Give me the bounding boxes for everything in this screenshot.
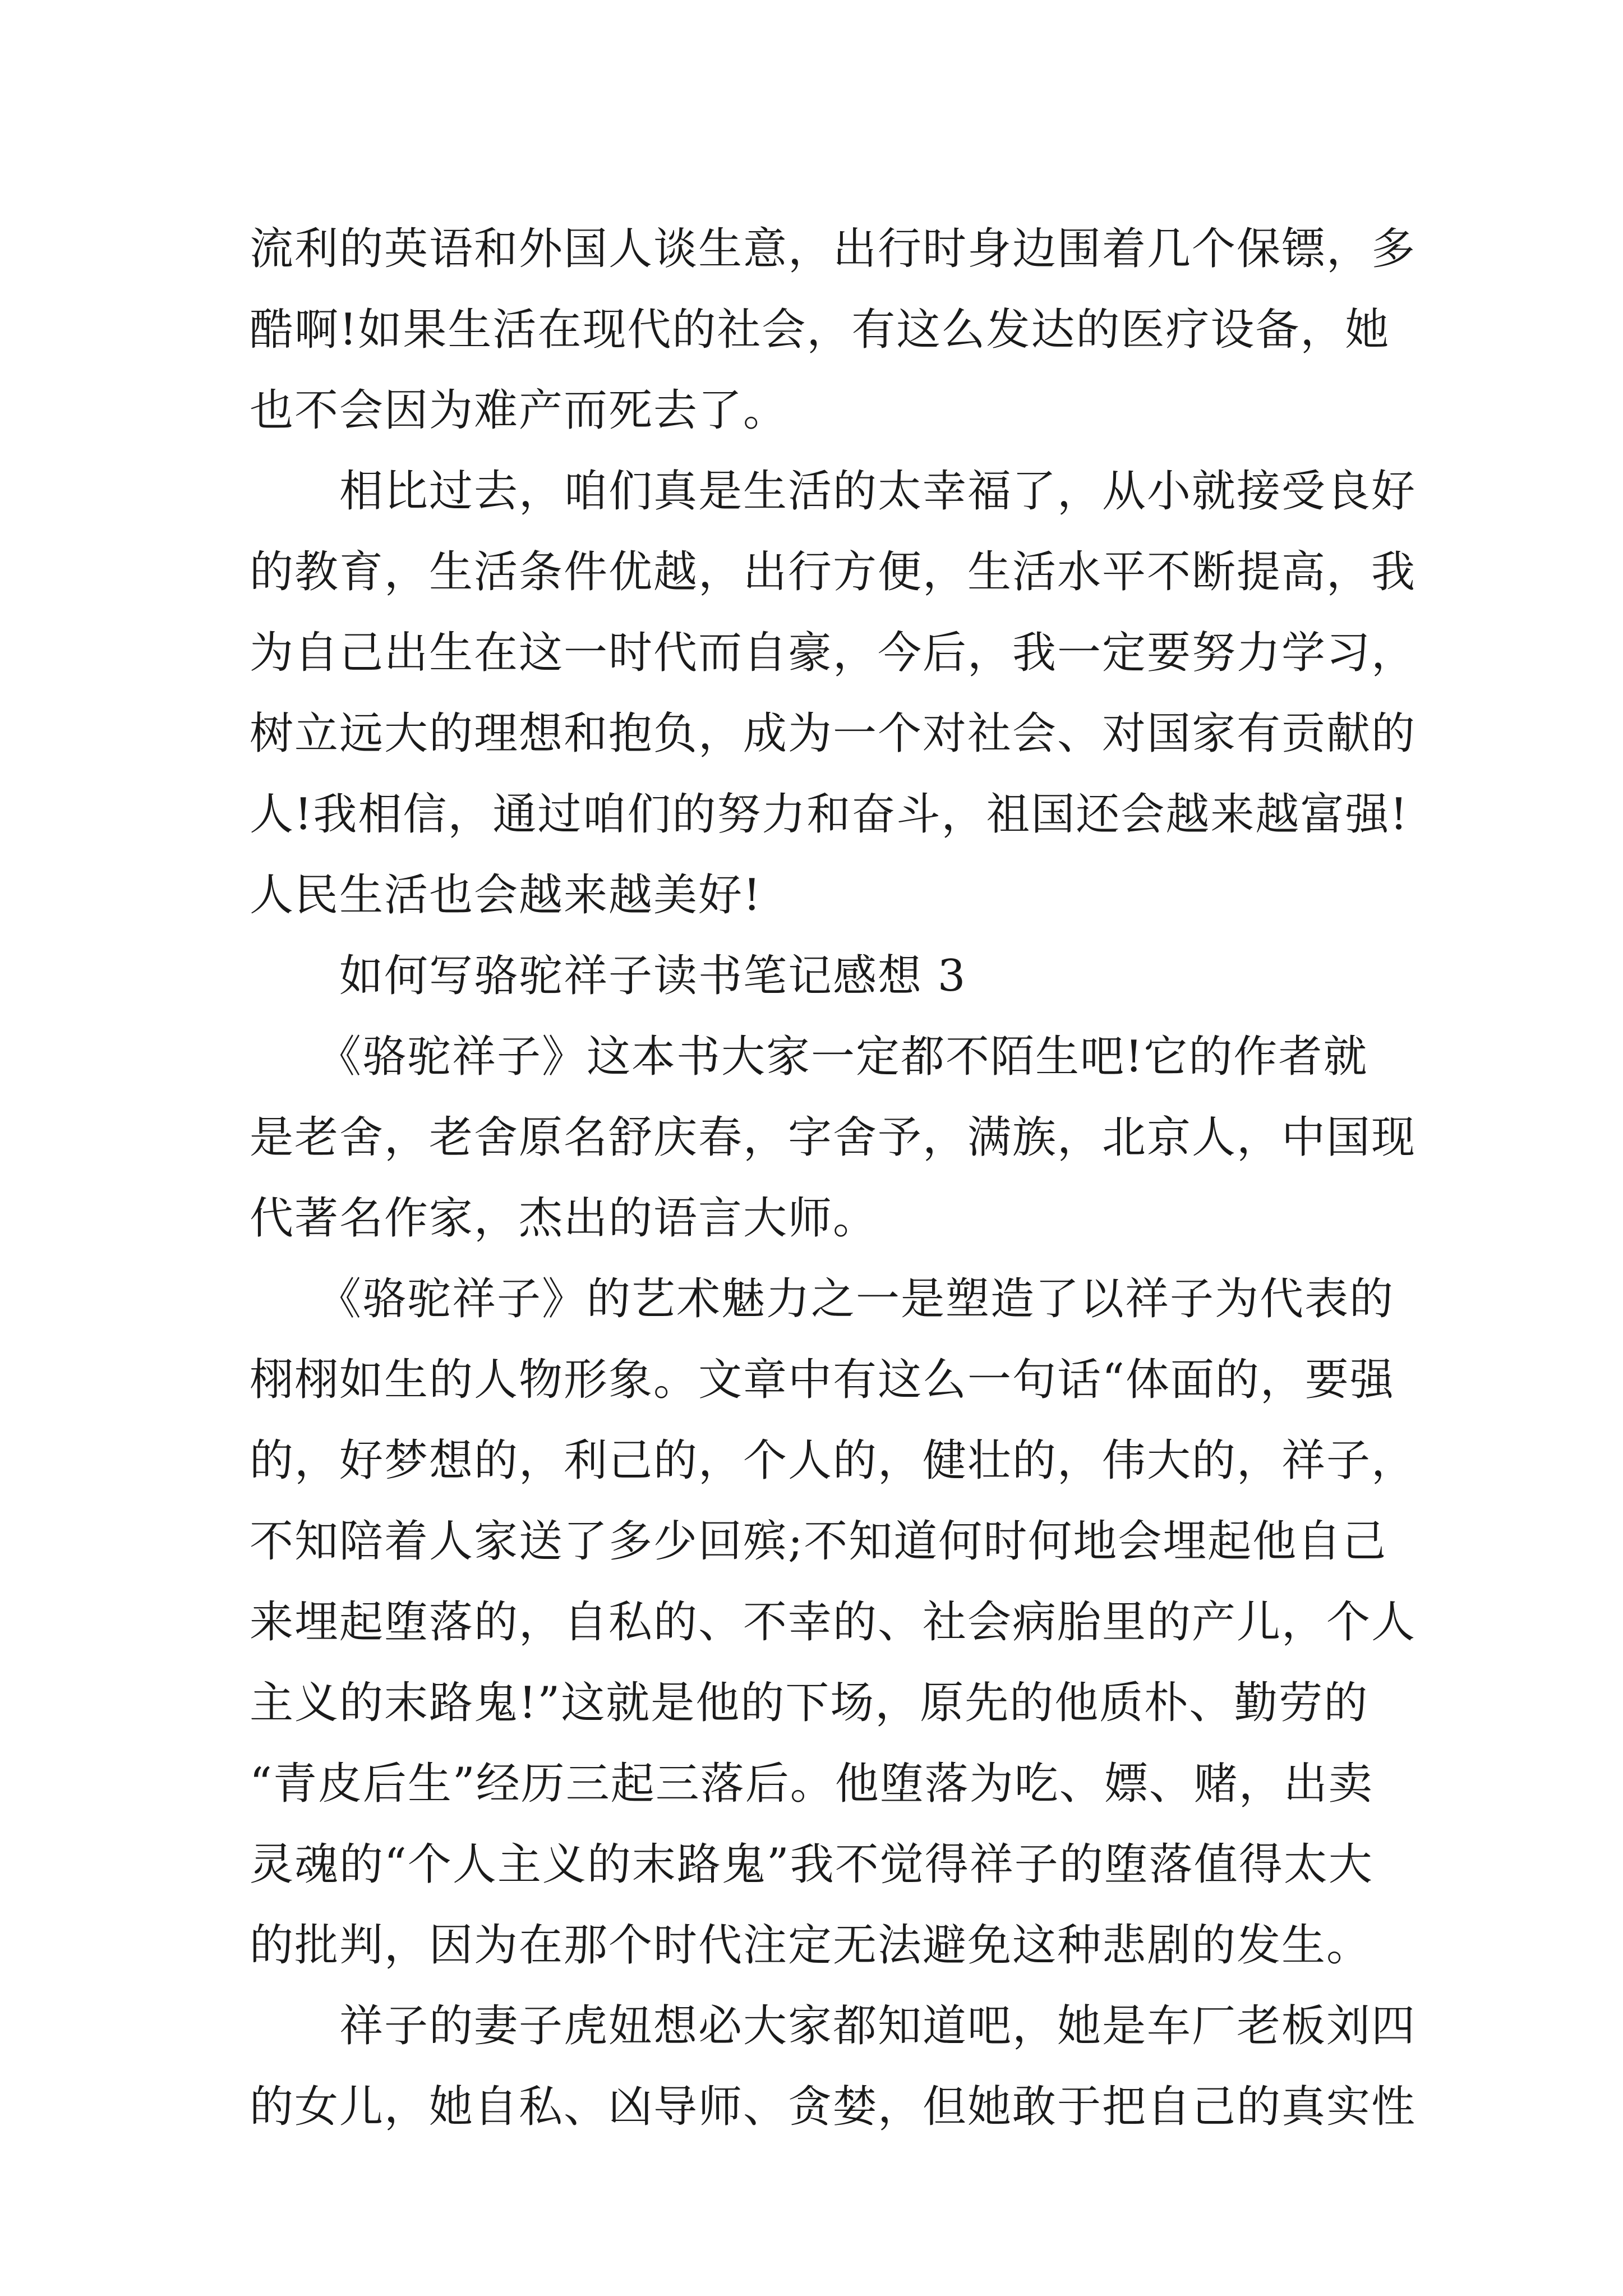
- text-line: 不知陪着人家送了多少回殡;不知道何时何地会埋起他自己: [250, 1516, 1387, 1567]
- text-line: 祥子的妻子虎妞想必大家都知道吧，她是车厂老板刘四: [250, 2001, 1417, 2051]
- text-line: 的女儿，她自私、凶导师、贪婪，但她敢于把自己的真实性: [250, 2082, 1417, 2132]
- text-line: 也不会因为难产而死去了。: [250, 385, 789, 436]
- text-line: 树立远大的理想和抱负，成为一个对社会、对国家有贡献的: [250, 708, 1417, 759]
- text-line: 为自己出生在这一时代而自豪，今后，我一定要努力学习，: [250, 628, 1417, 678]
- text-line: 人民生活也会越来越美好!: [250, 870, 762, 921]
- section-heading: 如何写骆驼祥子读书笔记感想 3: [250, 951, 967, 1001]
- text-line: 主义的末路鬼!”这就是他的下场，原先的他质朴、勤劳的: [250, 1678, 1369, 1728]
- text-line: 的批判，因为在那个时代注定无法避免这种悲剧的发生。: [250, 1920, 1372, 1971]
- text-line: 来埋起堕落的，自私的、不幸的、社会病胎里的产儿，个人: [250, 1597, 1417, 1648]
- text-line: 《骆驼祥子》的艺术魅力之一是塑造了以祥子为代表的: [250, 1274, 1395, 1324]
- text-line: 代著名作家，杰出的语言大师。: [250, 1193, 878, 1244]
- text-line: 酷啊!如果生活在现代的社会，有这么发达的医疗设备，她: [250, 305, 1390, 355]
- text-line: 人!我相信，通过咱们的努力和奋斗，祖国还会越来越富强!: [250, 789, 1409, 840]
- text-line: “青皮后生”经历三起三落后。他堕落为吃、嫖、赌，出卖: [250, 1759, 1373, 1809]
- text-line: 的，好梦想的，利己的，个人的，健壮的，伟大的，祥子，: [250, 1435, 1417, 1486]
- text-line: 是老舍，老舍原名舒庆春，字舍予，满族，北京人，中国现: [250, 1112, 1417, 1163]
- text-line: 流利的英语和外国人谈生意，出行时身边围着几个保镖，多: [250, 224, 1417, 274]
- text-line: 的教育，生活条件优越，出行方便，生活水平不断提高，我: [250, 547, 1417, 597]
- text-line: 灵魂的“个人主义的末路鬼”我不觉得祥子的堕落值得太大: [250, 1839, 1373, 1890]
- text-line: 相比过去，咱们真是生活的太幸福了，从小就接受良好: [250, 466, 1417, 517]
- text-line: 栩栩如生的人物形象。文章中有这么一句话“体面的，要强: [250, 1355, 1395, 1405]
- document-body: [250, 209, 1417, 2147]
- text-line: 《骆驼祥子》这本书大家一定都不陌生吧!它的作者就: [250, 1032, 1368, 1082]
